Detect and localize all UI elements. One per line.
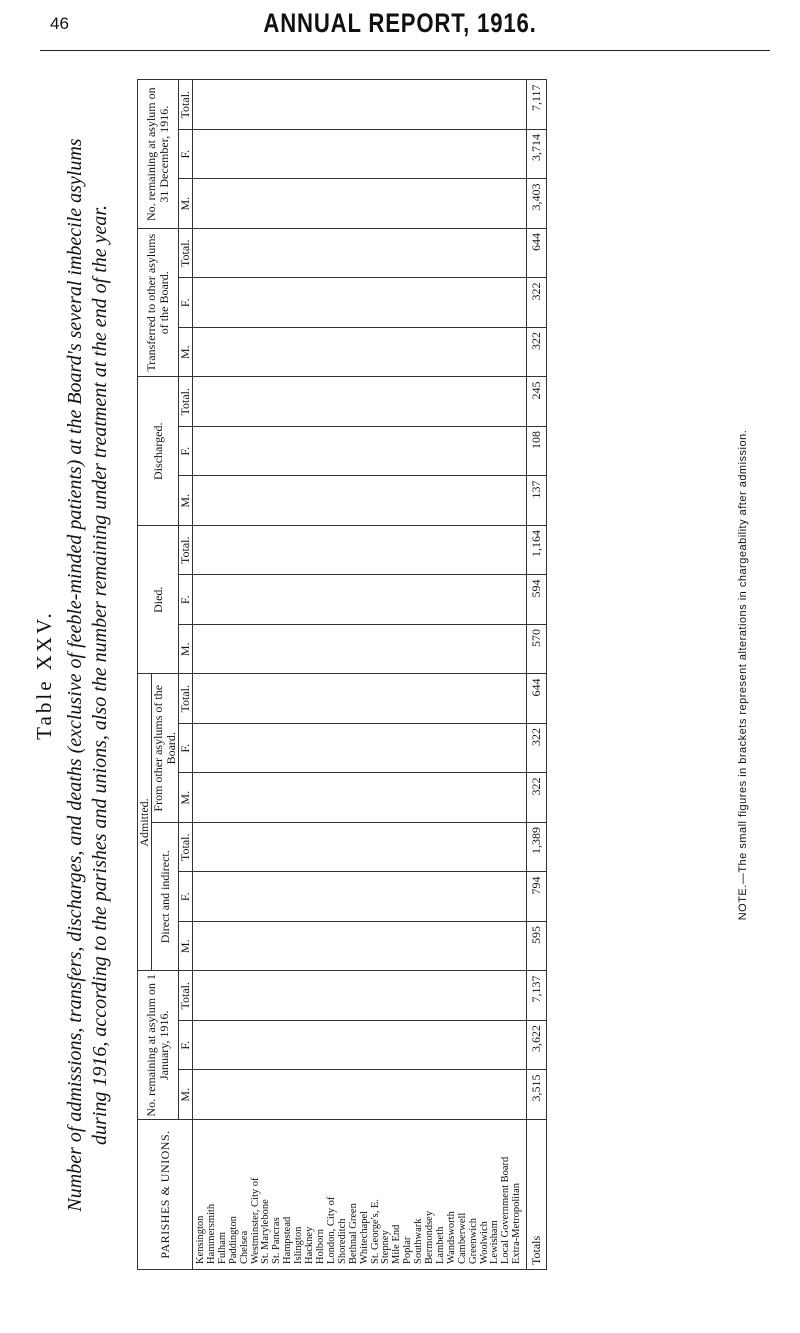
header-m: M.: [179, 773, 193, 823]
data-column: [193, 624, 527, 674]
header-f: F.: [179, 575, 193, 625]
parish-name: Fulham: [216, 1231, 228, 1264]
total-discharged-m: 137: [527, 476, 547, 526]
parish-name: Southwark: [413, 1218, 425, 1264]
data-column: [193, 179, 527, 229]
totals-label: Totals: [527, 1120, 547, 1270]
parish-name: Bermondsey: [424, 1210, 436, 1264]
parish-name: Extra-Metropolitan: [511, 1182, 523, 1264]
data-column: [193, 426, 527, 476]
data-column: [193, 773, 527, 823]
statistics-table: [137, 79, 547, 1270]
header-total: Total.: [179, 80, 193, 130]
total-direct-m: 595: [527, 922, 547, 972]
header-total: Total.: [179, 823, 193, 873]
parish-name: Shoreditch: [336, 1218, 348, 1264]
data-column: [193, 80, 527, 130]
parish-name: Westminster, City of: [249, 1177, 261, 1264]
header-f: F.: [179, 1021, 193, 1071]
data-column: [193, 724, 527, 774]
header-total: Total.: [179, 971, 193, 1021]
data-column: [193, 575, 527, 625]
table-heading: [32, 80, 113, 1270]
total-transferred-f: 322: [527, 278, 547, 328]
parish-name: St. George's, E.: [369, 1199, 381, 1264]
total-other-f: 322: [527, 724, 547, 774]
parish-names-column: [193, 1120, 527, 1270]
data-column: [193, 971, 527, 1021]
header-m: M.: [179, 476, 193, 526]
data-column: [193, 1021, 527, 1071]
parish-name: Local Government Board: [500, 1156, 512, 1264]
table-number: Table XXV.: [32, 610, 56, 740]
parish-name: Greenwich: [467, 1217, 479, 1264]
header-discharged: Discharged.: [138, 377, 179, 526]
parish-name: Lambeth: [434, 1226, 446, 1264]
header-admitted: Admitted.: [138, 674, 152, 971]
data-column: [193, 674, 527, 724]
header-f: F.: [179, 872, 193, 922]
header-m: M.: [179, 327, 193, 377]
parish-name: Hampstead: [282, 1216, 294, 1264]
total-died-f: 594: [527, 575, 547, 625]
parish-name: Paddington: [227, 1216, 239, 1264]
parish-name: Islington: [293, 1226, 305, 1264]
data-column: [193, 278, 527, 328]
data-column: [193, 872, 527, 922]
total-remaining-end-m: 3,403: [527, 179, 547, 229]
running-head: ANNUAL REPORT, 1916.: [263, 8, 537, 38]
parish-name: London, City of: [325, 1196, 337, 1264]
header-m: M.: [179, 624, 193, 674]
data-column: [193, 228, 527, 278]
data-column: [193, 525, 527, 575]
parish-name: Holborn: [314, 1229, 326, 1264]
data-column: [193, 922, 527, 972]
header-rule: [40, 50, 770, 51]
header-f: F.: [179, 724, 193, 774]
header-m: M.: [179, 922, 193, 972]
data-column: [193, 1070, 527, 1120]
totals-row: [527, 80, 547, 1270]
header-died: Died.: [138, 525, 179, 674]
parish-name: Lewisham: [489, 1220, 501, 1264]
total-transferred-total: 644: [527, 228, 547, 278]
page-number: 46: [50, 14, 69, 33]
total-died-total: 1,164: [527, 525, 547, 575]
header-parishes: PARISHES & UNIONS.: [138, 1120, 193, 1270]
total-discharged-f: 108: [527, 426, 547, 476]
parish-name: Wandsworth: [445, 1211, 457, 1264]
header-total: Total.: [179, 525, 193, 575]
parish-name: Bethnal Green: [347, 1203, 359, 1264]
header-total: Total.: [179, 674, 193, 724]
parish-name: St. Marylebone: [260, 1199, 272, 1264]
total-direct-total: 1,389: [527, 823, 547, 873]
header-f: F.: [179, 426, 193, 476]
header-total: Total.: [179, 228, 193, 278]
total-remaining-start-total: 7,137: [527, 971, 547, 1021]
parish-name: St. Pancras: [271, 1217, 283, 1264]
header-transferred: Transferred to other asylums of the Board.: [138, 228, 179, 377]
parish-name: Kensington: [195, 1215, 206, 1264]
total-transferred-m: 322: [527, 327, 547, 377]
table-body-row: [193, 80, 527, 1270]
parish-name: Chelsea: [238, 1230, 250, 1264]
parish-name: Hackney: [304, 1226, 316, 1264]
parish-name: Woolwich: [478, 1221, 490, 1264]
total-other-m: 322: [527, 773, 547, 823]
data-column: [193, 823, 527, 873]
header-m: M.: [179, 179, 193, 229]
parish-name: Hammersmith: [205, 1203, 217, 1264]
data-column: [193, 129, 527, 179]
header-from-other: From other asylums of the Board.: [152, 674, 179, 823]
parish-name: Camberwell: [456, 1212, 468, 1264]
footnote: NOTE.—The small figures in brackets represent alterations in chargeability after admission.: [737, 429, 749, 921]
header-f: F.: [179, 278, 193, 328]
total-remaining-start-f: 3,622: [527, 1021, 547, 1071]
header-f: F.: [179, 129, 193, 179]
header-direct: Direct and indirect.: [152, 823, 179, 972]
total-remaining-start-m: 3,515: [527, 1070, 547, 1120]
header-remaining-end: No. remaining at asylum on 31 December, 1916.: [138, 80, 179, 229]
header-m: M.: [179, 1070, 193, 1120]
data-column: [193, 476, 527, 526]
table-title: Number of admissions, transfers, discharges, and deaths (exclusive of feeble-minded patients) at the Board's several imbecile asylums during 1916, according to the parishes and unions, also the number remaining under treatment at the end of the year.: [64, 138, 111, 1212]
total-remaining-end-total: 7,117: [527, 80, 547, 130]
total-discharged-total: 245: [527, 377, 547, 427]
total-other-total: 644: [527, 674, 547, 724]
parish-name: Mile End: [391, 1224, 403, 1264]
data-column: [193, 327, 527, 377]
total-direct-f: 794: [527, 872, 547, 922]
parish-name: Stepney: [380, 1230, 392, 1264]
header-remaining-start: No. remaining at asylum on 1 January, 1916.: [138, 971, 179, 1120]
total-remaining-end-f: 3,714: [527, 129, 547, 179]
data-column: [193, 377, 527, 427]
rotated-table-block: [32, 80, 762, 1270]
parish-name: Poplar: [402, 1236, 414, 1264]
header-total: Total.: [179, 377, 193, 427]
total-died-m: 570: [527, 624, 547, 674]
parish-name: Whitechapel: [358, 1210, 370, 1264]
